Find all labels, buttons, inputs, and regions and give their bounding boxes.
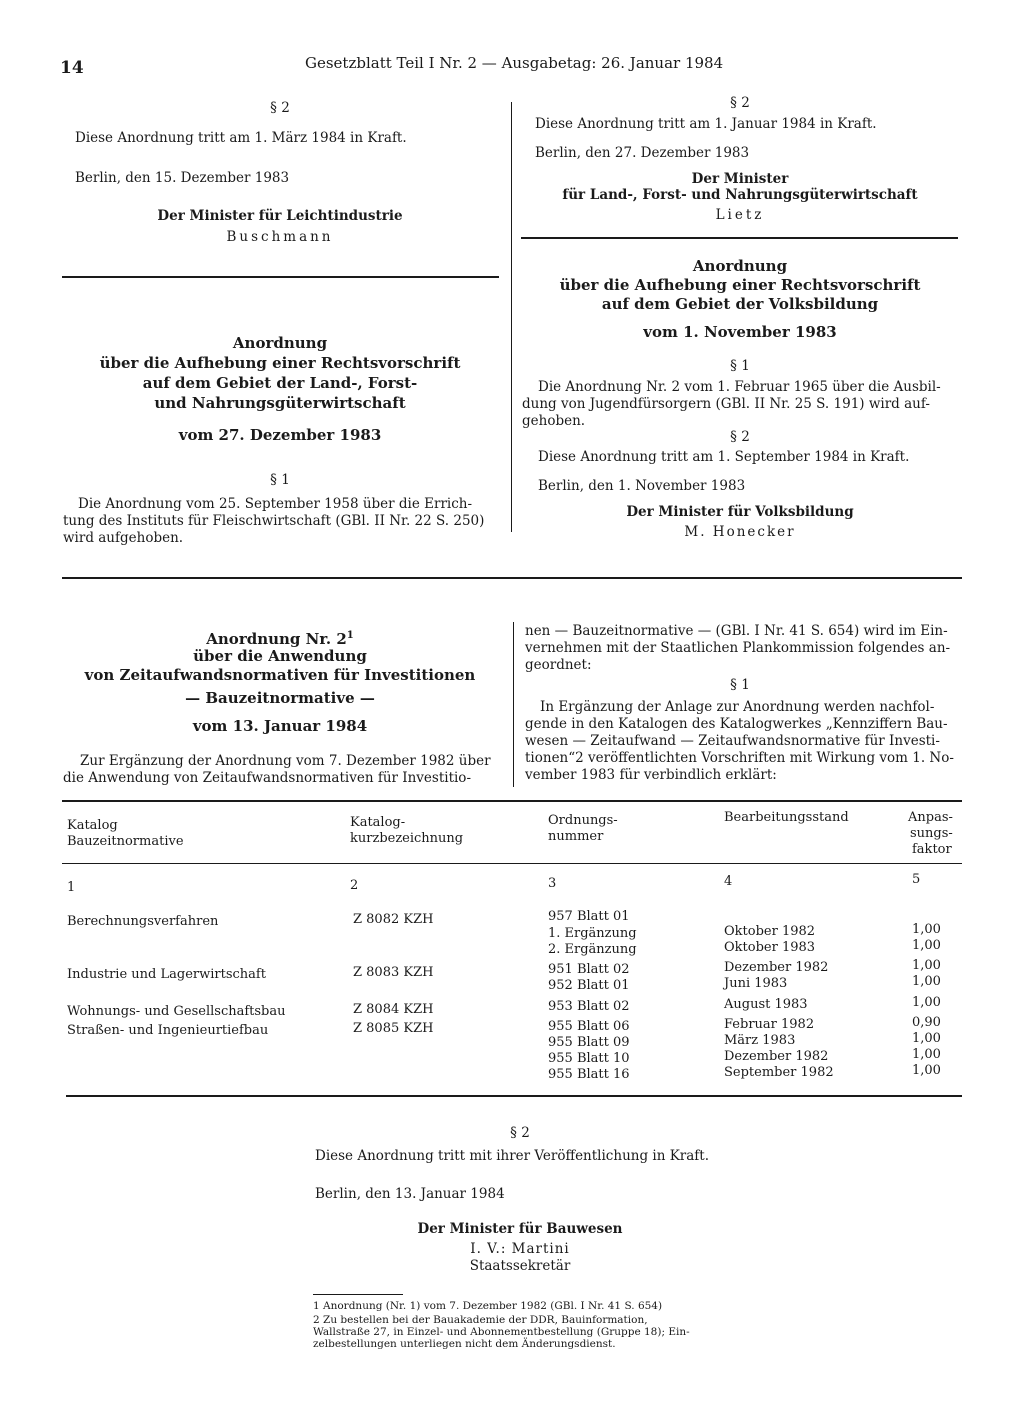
column-number: 5	[912, 872, 921, 887]
place-date: Berlin, den 27. Dezember 1983	[535, 145, 750, 161]
table-header: Anpas-	[908, 810, 953, 825]
column-number: 3	[548, 876, 557, 891]
table-cell: Juni 1983	[724, 976, 788, 991]
table-cell: März 1983	[724, 1033, 796, 1048]
paragraph-line: gende in den Katalogen des Katalogwerkes „Kennziffern Bau-	[525, 716, 948, 732]
table-cell: Oktober 1982	[724, 924, 816, 939]
running-title: Gesetzblatt Teil I Nr. 2 — Ausgabetag: 26. Januar 1984	[305, 54, 724, 72]
signer-name: M. Honecker	[684, 524, 796, 540]
paragraph-line: wird aufgehoben.	[63, 530, 184, 546]
ordinance-title: Anordnung	[232, 334, 328, 352]
table-cell: Wohnungs- und Gesellschaftsbau	[67, 1004, 286, 1019]
paragraph-line: Die Anordnung vom 25. September 1958 über die Errich-	[78, 496, 473, 512]
section-heading: § 2	[510, 1125, 530, 1141]
table-cell: Industrie und Lagerwirtschaft	[67, 967, 266, 982]
table-cell: 1,00	[912, 958, 941, 973]
table-cell: 1,00	[912, 1031, 941, 1046]
column-divider	[511, 102, 512, 532]
paragraph-line: Zur Ergänzung der Anordnung vom 7. Dezember 1982 über	[80, 753, 491, 769]
paragraph-line: Die Anordnung Nr. 2 vom 1. Februar 1965 über die Ausbil-	[538, 379, 941, 395]
table-cell: Februar 1982	[724, 1017, 815, 1032]
table-header: Ordnungs-	[548, 813, 618, 828]
paragraph: Diese Anordnung tritt am 1. Januar 1984 in Kraft.	[535, 116, 877, 132]
table-cell: Z 8083 KZH	[353, 965, 434, 980]
paragraph: Diese Anordnung tritt am 1. März 1984 in Kraft.	[75, 130, 407, 146]
footnote-ref: 1	[346, 630, 354, 641]
section-rule	[62, 276, 499, 278]
table-cell: August 1983	[724, 997, 808, 1012]
ordinance-date: vom 27. Dezember 1983	[178, 426, 382, 444]
table-cell: Z 8085 KZH	[353, 1021, 434, 1036]
section-heading: § 2	[730, 429, 750, 445]
paragraph-line: tionen“2 veröffentlichten Vorschriften mit Wirkung vom 1. No-	[525, 750, 954, 766]
signer-name: Buschmann	[226, 229, 334, 245]
table-cell: Oktober 1983	[724, 940, 816, 955]
table-cell: 955 Blatt 10	[548, 1051, 630, 1066]
ordinance-title: auf dem Gebiet der Volksbildung	[601, 295, 879, 313]
footnote: zelbestellungen unterliegen nicht dem Änderungsdienst.	[313, 1338, 616, 1350]
table-cell: 953 Blatt 02	[548, 999, 630, 1014]
table-cell: 0,90	[912, 1015, 941, 1030]
signer-name: I. V.: Martini	[470, 1241, 570, 1257]
signer-name: Lietz	[715, 207, 765, 223]
table-cell: 1,00	[912, 938, 941, 953]
table-cell: Z 8082 KZH	[353, 912, 434, 927]
table-cell: Dezember 1982	[724, 1049, 829, 1064]
table-cell: 955 Blatt 06	[548, 1019, 630, 1034]
footnote: 2 Zu bestellen bei der Bauakademie der DDR, Bauinformation,	[313, 1314, 648, 1326]
table-header: Bauzeitnormative	[67, 834, 184, 849]
paragraph-line: die Anwendung von Zeitaufwandsnormativen für Investitio-	[63, 770, 471, 786]
paragraph-line: In Ergänzung der Anlage zur Anordnung werden nachfol-	[540, 699, 935, 715]
paragraph-line: nen — Bauzeitnormative — (GBl. I Nr. 41 S. 654) wird im Ein-	[525, 623, 948, 639]
signer-title: Der Minister für Volksbildung	[626, 504, 854, 520]
table-header: sungs-	[910, 826, 953, 841]
table-cell: 1,00	[912, 922, 941, 937]
table-bottom-rule	[66, 1095, 962, 1097]
ordinance-title: Anordnung	[692, 257, 788, 275]
table-cell: 955 Blatt 09	[548, 1035, 630, 1050]
paragraph-line: vember 1983 für verbindlich erklärt:	[525, 767, 777, 783]
section-heading: § 2	[270, 100, 290, 116]
section-heading: § 1	[730, 677, 750, 693]
paragraph: Diese Anordnung tritt mit ihrer Veröffentlichung in Kraft.	[315, 1148, 709, 1164]
section-rule	[521, 237, 958, 239]
paragraph-line: tung des Instituts für Fleischwirtschaft (GBl. II Nr. 22 S. 250)	[63, 513, 485, 529]
ordinance-title: über die Aufhebung einer Rechtsvorschrift	[559, 276, 921, 294]
table-cell: 2. Ergänzung	[548, 942, 637, 957]
section-heading: § 2	[730, 95, 750, 111]
title-text: Anordnung Nr. 2	[206, 630, 347, 648]
table-cell: September 1982	[724, 1065, 834, 1080]
signer-title: Der Minister	[691, 171, 789, 187]
table-header: faktor	[912, 842, 952, 857]
table-cell: Z 8084 KZH	[353, 1002, 434, 1017]
signer-role: Staatssekretär	[469, 1258, 571, 1274]
footnote-rule	[313, 1294, 403, 1295]
table-header: nummer	[548, 829, 604, 844]
paragraph-line: wesen — Zeitaufwand — Zeitaufwandsnormative für Investi-	[525, 733, 940, 749]
ordinance-date: vom 13. Januar 1984	[192, 717, 368, 735]
table-cell: 1,00	[912, 974, 941, 989]
section-rule	[62, 577, 962, 579]
paragraph: Diese Anordnung tritt am 1. September 1984 in Kraft.	[538, 449, 910, 465]
ordinance-title: und Nahrungsgüterwirtschaft	[154, 394, 406, 412]
paragraph-line: vernehmen mit der Staatlichen Plankommission folgendes an-	[525, 640, 951, 656]
signer-title: für Land-, Forst- und Nahrungsgüterwirtschaft	[562, 187, 918, 203]
footnote: 1 Anordnung (Nr. 1) vom 7. Dezember 1982 (GBl. I Nr. 41 S. 654)	[313, 1300, 663, 1312]
place-date: Berlin, den 1. November 1983	[538, 478, 746, 494]
table-cell: 1,00	[912, 1047, 941, 1062]
ordinance-title: über die Aufhebung einer Rechtsvorschrift	[99, 354, 461, 372]
place-date: Berlin, den 15. Dezember 1983	[75, 170, 290, 186]
footnote: Wallstraße 27, in Einzel- und Abonnementbestellung (Gruppe 18); Ein-	[313, 1326, 690, 1338]
section-heading: § 1	[270, 472, 290, 488]
table-top-rule	[62, 800, 962, 802]
signer-title: Der Minister für Leichtindustrie	[157, 208, 403, 224]
column-number: 4	[724, 874, 733, 889]
table-cell: 1,00	[912, 1063, 941, 1078]
table-cell: Dezember 1982	[724, 960, 829, 975]
ordinance-title: über die Anwendung	[193, 647, 367, 665]
paragraph-line: gehoben.	[522, 413, 586, 429]
section-heading: § 1	[730, 358, 750, 374]
table-cell: 951 Blatt 02	[548, 962, 630, 977]
table-header: Katalog	[67, 818, 118, 833]
page-number: 14	[60, 58, 84, 78]
ordinance-date: vom 1. November 1983	[643, 323, 837, 341]
table-cell: 1. Ergänzung	[548, 926, 637, 941]
paragraph-line: dung von Jugendfürsorgern (GBl. II Nr. 25 S. 191) wird auf-	[522, 396, 930, 412]
ordinance-title: — Bauzeitnormative —	[185, 689, 375, 707]
table-cell: Straßen- und Ingenieurtiefbau	[67, 1023, 269, 1038]
table-cell: 957 Blatt 01	[548, 909, 630, 924]
table-cell: Berechnungsverfahren	[67, 914, 219, 929]
column-number: 2	[350, 878, 359, 893]
table-cell: 955 Blatt 16	[548, 1067, 630, 1082]
table-header: kurzbezeichnung	[350, 831, 464, 846]
table-cell: 952 Blatt 01	[548, 978, 630, 993]
table-header-rule	[62, 863, 962, 864]
ordinance-title: von Zeitaufwandsnormativen für Investitionen	[84, 666, 476, 684]
column-number: 1	[67, 880, 76, 895]
paragraph-line: geordnet:	[525, 657, 592, 673]
place-date: Berlin, den 13. Januar 1984	[315, 1186, 505, 1202]
table-header: Bearbeitungsstand	[724, 810, 849, 825]
table-cell: 1,00	[912, 995, 941, 1010]
ordinance-title: auf dem Gebiet der Land-, Forst-	[142, 374, 418, 392]
table-header: Katalog-	[350, 815, 406, 830]
column-divider	[513, 622, 514, 787]
signer-title: Der Minister für Bauwesen	[417, 1221, 623, 1237]
